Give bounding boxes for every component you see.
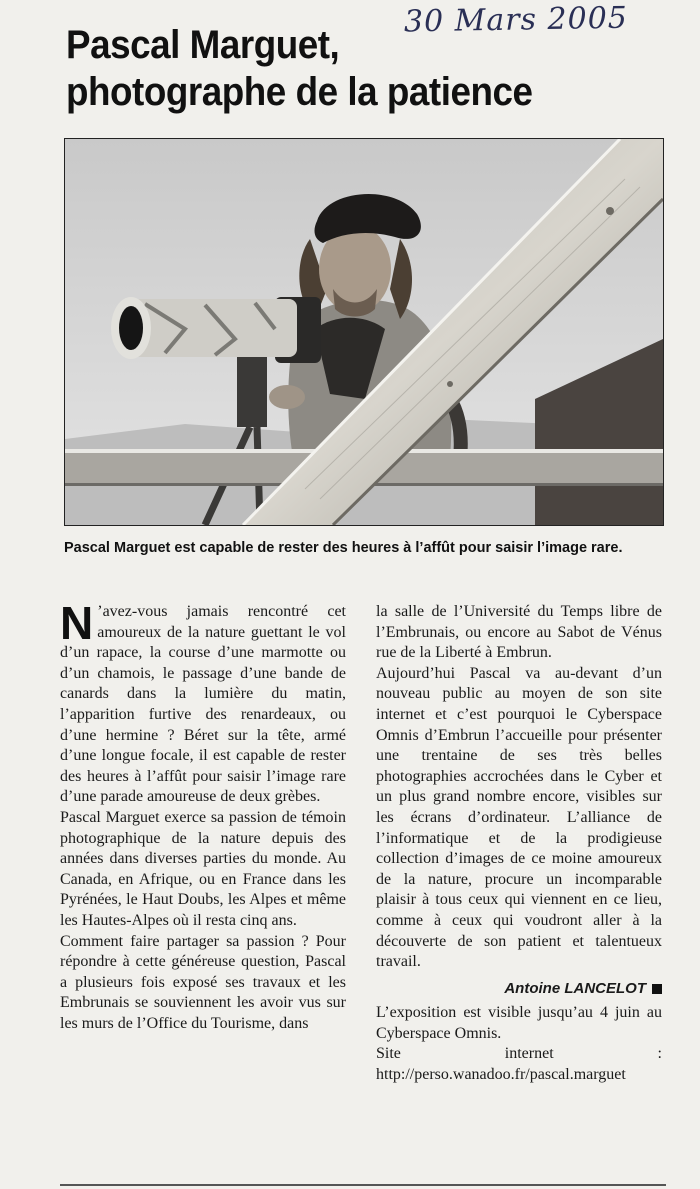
headline-line-2: photographe de la patience (66, 70, 533, 114)
paragraph-1-text: ’avez-vous jamais rencontré cet amoureux de la nature guettant le vol d’un rapace, la course d’une marmotte ou d’un chamois, le passage d’une bande de canards dans la lumière du matin, l’apparition furtive des renardeaux, ou d’une hermine ? Béret sur la tête, armé d’une longue focale, il est capable de rester des heures à l’affût pour saisir l’image rare d’une parade amoureuse de deux grèbes. (60, 603, 346, 806)
paragraph-3-continued: la salle de l’Université du Temps libre de l’Embrunais, ou encore au Sabot de Vénus rue de la Liberté à Embrun. (376, 603, 662, 662)
headline-line-1: Pascal Marguet, (66, 23, 340, 67)
headline (66, 22, 581, 116)
end-square-icon (652, 984, 662, 994)
photo-illustration (65, 139, 663, 525)
article-photo (64, 138, 664, 526)
author-name: Antoine LANCELOT (504, 979, 646, 997)
paragraph-1 (60, 597, 346, 808)
article-column-right (376, 602, 662, 1086)
handwritten-date: 30 Mars 2005 (403, 0, 629, 40)
drop-cap: N (60, 597, 94, 649)
paragraph-3: Comment faire partager sa passion ? Pour répondre à cette généreuse question, Pascal a plusieurs fois exposé ses travaux et les Embrunais se souviennent les avoir vus sur les murs de l’Office du Tourisme, dans (60, 932, 346, 1032)
article-column-left (60, 597, 346, 1034)
author-byline (376, 979, 662, 1000)
exhibition-note: L’exposition est visible jusqu’au 4 juin au Cyberspace Omnis. (376, 1004, 662, 1042)
paragraph-2: Pascal Marguet exerce sa passion de témoin photographique de la nature depuis des années dans diverses parties du monde. Au Canada, en Afrique, ou en France dans les Pyrénées, le Haut Doubs, les Alpes et même les Hautes-Alpes où il resta cinq ans. (60, 808, 346, 929)
site-note: Site internet : http://perso.wanadoo.fr/pascal.marguet (376, 1045, 662, 1084)
bottom-rule (60, 1184, 666, 1186)
paragraph-4: Aujourd’hui Pascal va au-devant d’un nouveau public au moyen de son site internet et c’est pourquoi le Cyberspace Omnis d’Embrun l’accueille pour présenter une trentaine de ses très belles photographies accrochées dans le Cyber et un plus grand nombre encore, visibles sur les écrans d’ordinateur. L’alliance de l’informatique et de la prodigieuse collection d’images de ce moine amoureux de la nature, procure un incomparable plaisir à tous ceux qui viennent en ce lieu, comme à ceux qui voudront aller à la découverte de son patient et talentueux travail. (376, 664, 662, 971)
photo-caption: Pascal Marguet est capable de rester des heures à l’affût pour saisir l’image rare. (64, 540, 623, 556)
